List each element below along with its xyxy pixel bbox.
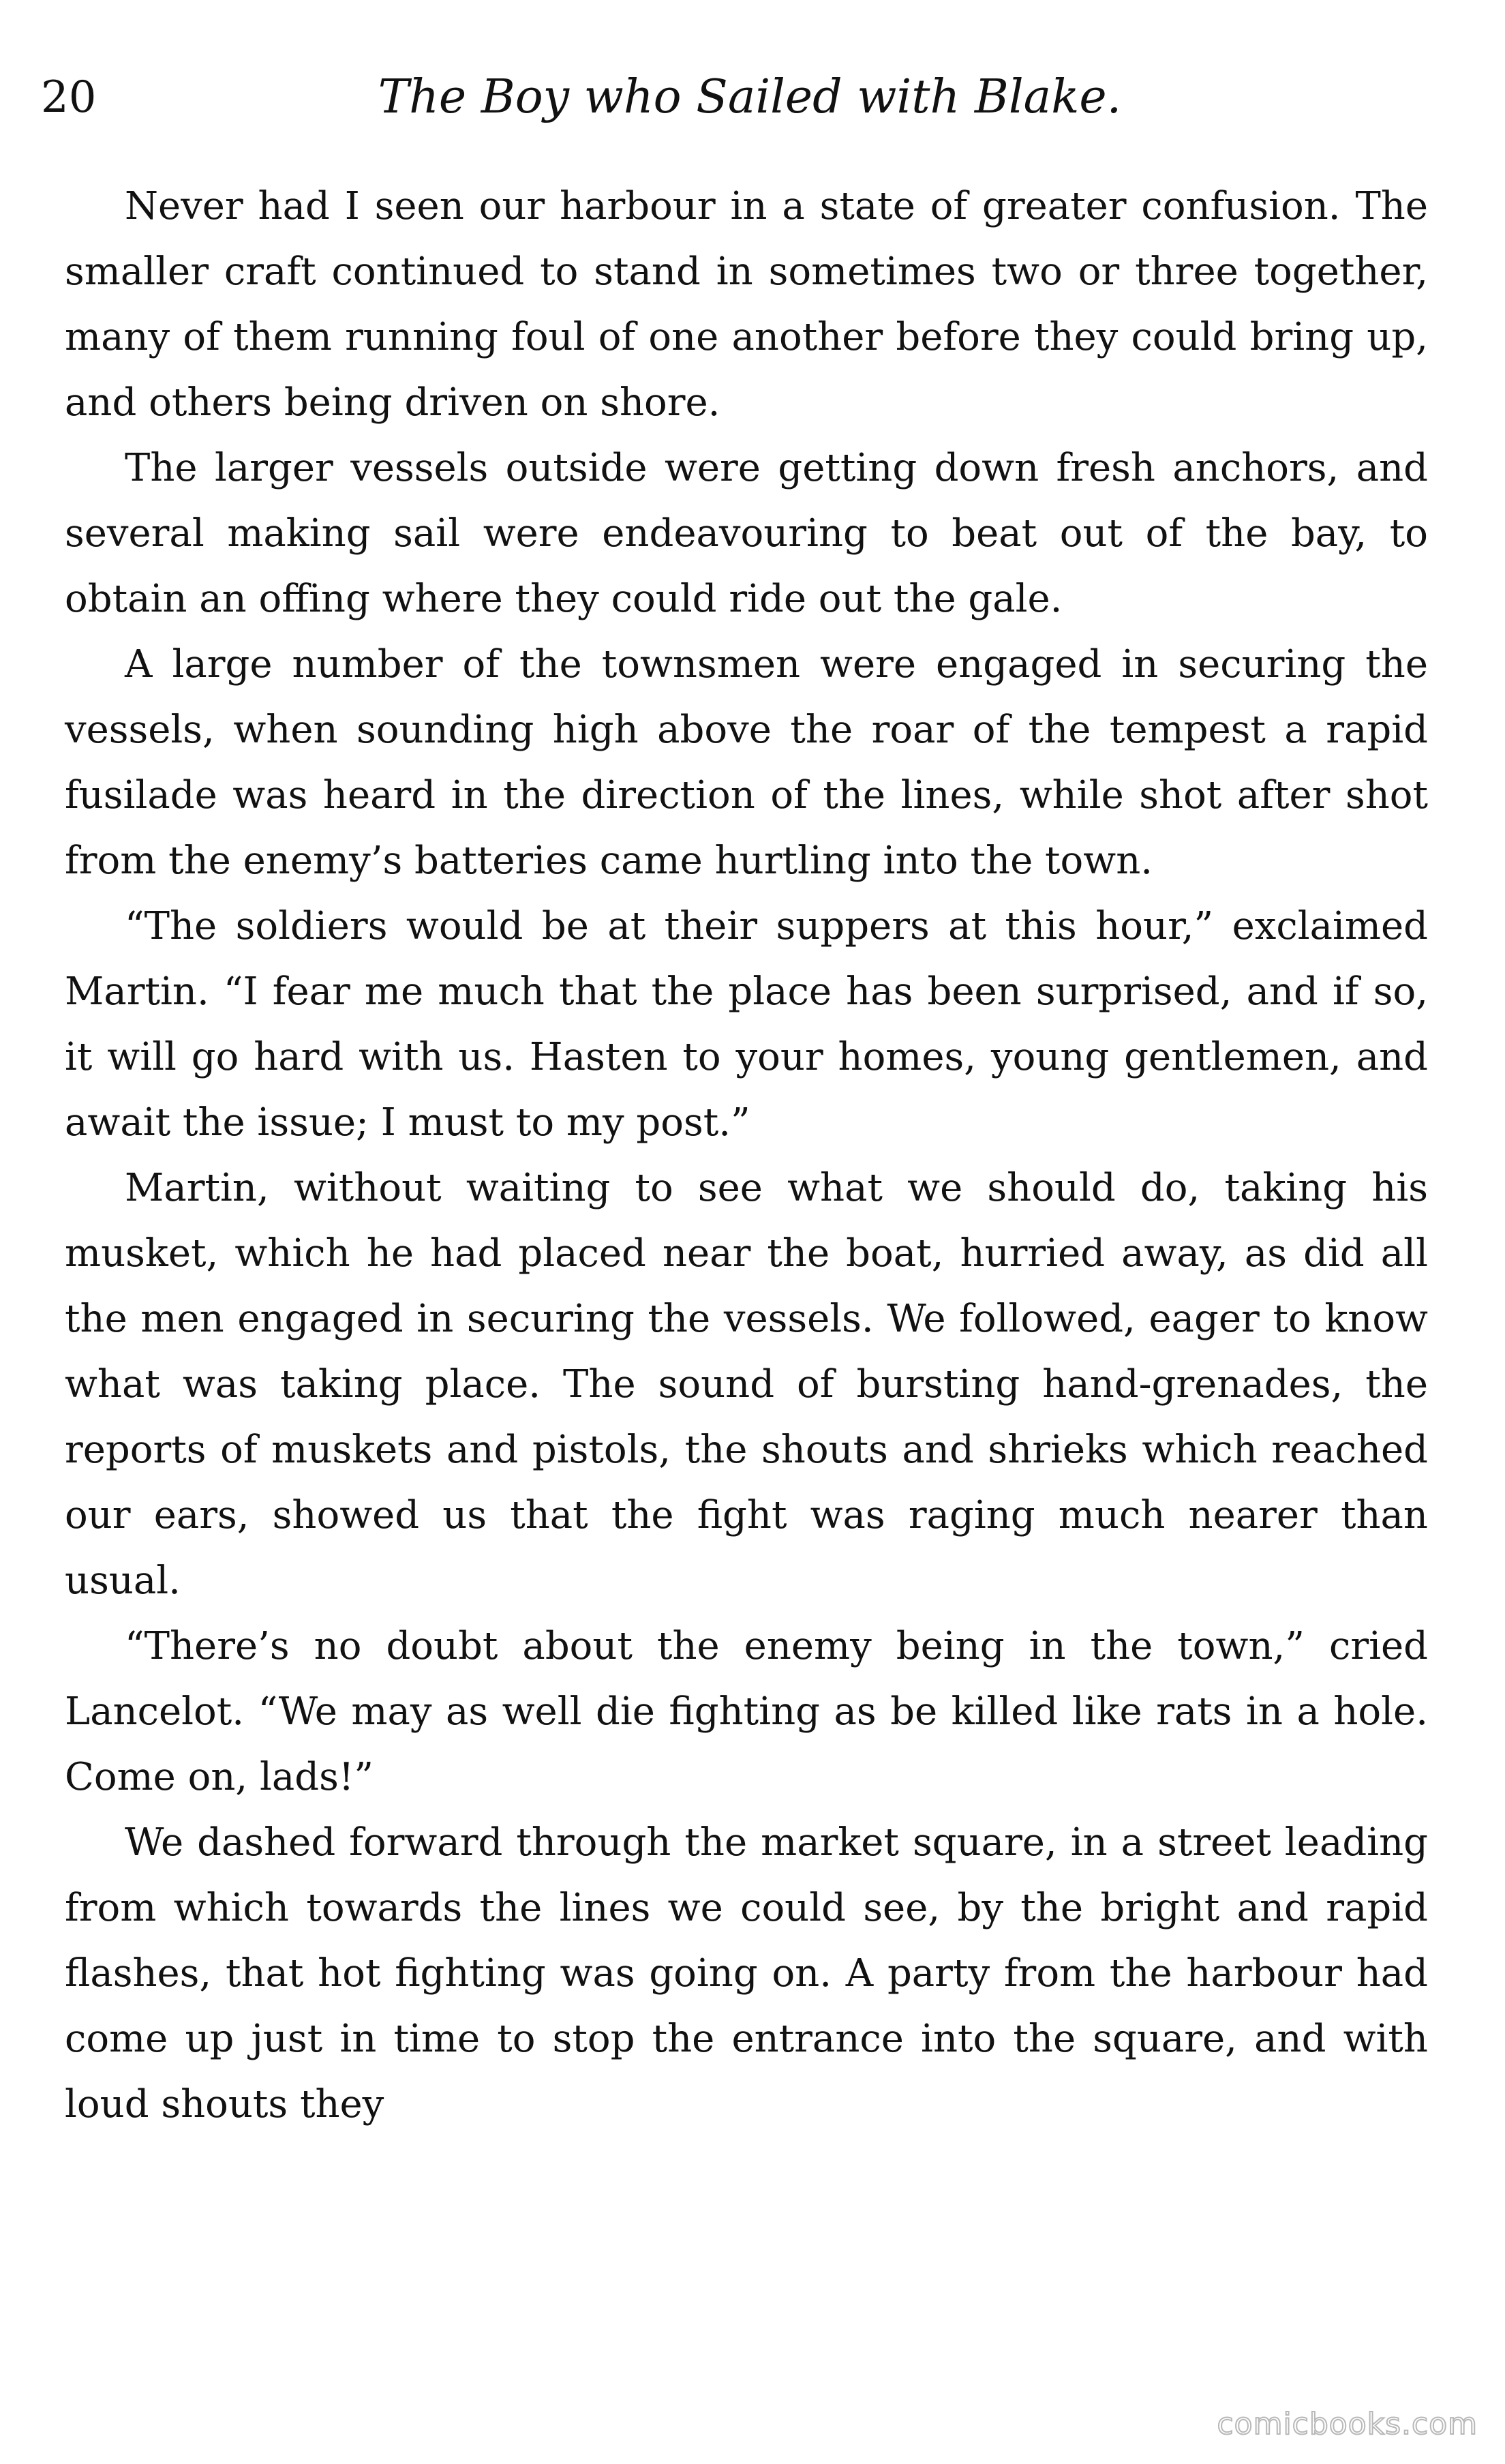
page-header — [41, 60, 1459, 135]
paragraph-5: Martin, without waiting to see what we should do, taking his musket, which he had placed near the boat, hurried away, as did all the men engaged in securing the vessels. We followed, eager to know what was taking place. The sound of bursting hand-grenades, the reports of muskets and pistols, the shouts and shrieks which reached our ears, showed us that the fight was raging much nearer than usual. — [65, 1166, 1428, 1603]
paragraph-4: “The soldiers would be at their suppers at this hour,” exclaimed Martin. “I fear me much that the place has been surprised, and if so, it will go hard with us. Hasten to your homes, young gentlemen, and await the issue; I must to my post.” — [65, 904, 1428, 1145]
paragraph-1: Never had I seen our harbour in a state of greater confusion. The smaller craft continued to stand in sometimes two or three together, many of them running foul of one another before they could bring up, and others being driven on shore. — [65, 184, 1428, 425]
paragraph-2: The larger vessels outside were getting down fresh anchors, and several making sail were endeavouring to beat out of the bay, to obtain an offing where they could ride out the gale. — [65, 446, 1428, 621]
body-text — [65, 174, 1428, 2137]
paragraph-3: A large number of the townsmen were engaged in securing the vessels, when sounding high above the roar of the tempest a rapid fusilade was heard in the direction of the lines, while shot after shot from the enemy’s batteries came hurtling into the town. — [65, 642, 1428, 883]
page-number: 20 — [41, 72, 97, 123]
running-title: The Boy who Sailed with Blake. — [378, 70, 1122, 124]
paragraph-7: We dashed forward through the market square, in a street leading from which towards the lines we could see, by the bright and rapid flashes, that hot fighting was going on. A party from the harbour had come up just in time to stop the entrance into the square, and with loud shouts they — [65, 1820, 1428, 2127]
watermark: comicbooks.com — [1217, 2407, 1478, 2442]
paragraph-6: “There’s no doubt about the enemy being in the town,” cried Lancelot. “We may as well die fighting as be killed like rats in a hole. Come on, lads!” — [65, 1624, 1428, 1799]
